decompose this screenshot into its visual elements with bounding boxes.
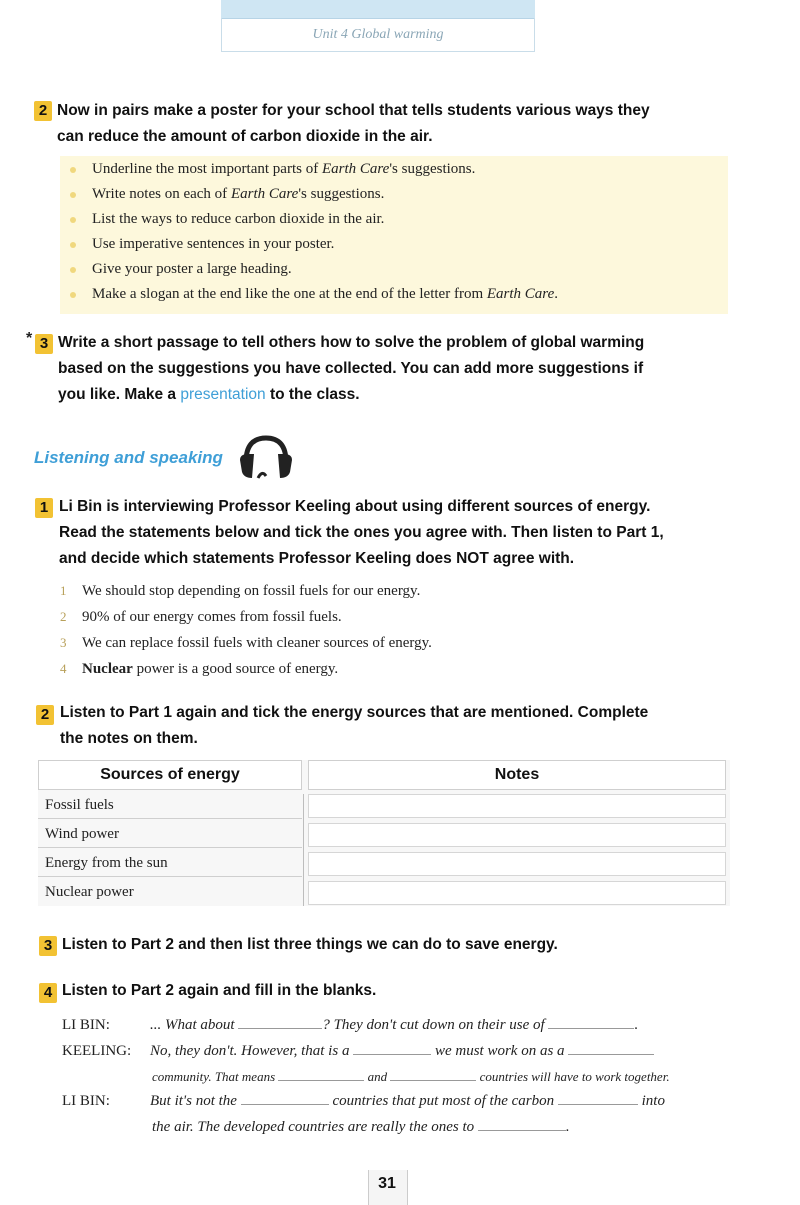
exercise-3-instruction: Write a short passage to tell others how to solve the problem of global warming based on the suggestions you have collected. You can add more suggestions if you like. Make a presentation to the class. <box>58 334 645 403</box>
listening-4-number: 4 <box>39 983 57 1003</box>
notes-field-wind[interactable] <box>308 823 726 847</box>
speaker-name: LI BIN: <box>62 1093 110 1109</box>
blank-field[interactable] <box>548 1014 634 1029</box>
statement-item: 2 90% of our energy comes from fossil fuels. <box>60 609 342 625</box>
speaker-name: KEELING: <box>62 1043 132 1059</box>
blank-field[interactable] <box>390 1066 476 1081</box>
page-number: 31 <box>378 1175 396 1192</box>
header-banner <box>221 0 535 19</box>
bullet-icon <box>70 267 76 273</box>
statement-item: 1 We should stop depending on fossil fuels for our energy. <box>60 583 421 599</box>
row-divider <box>38 818 302 819</box>
listening-3-instruction: Listen to Part 2 and then list three things we can do to save energy. <box>62 936 558 953</box>
dialog-line-3: LI BIN: But it's not the countries that put most of the carbon into <box>62 1090 752 1110</box>
header-notes: Notes <box>308 760 726 790</box>
blank-field[interactable] <box>238 1014 322 1029</box>
bullet-icon <box>70 242 76 248</box>
header-sources: Sources of energy <box>38 760 302 790</box>
energy-row-label: Fossil fuels <box>45 797 114 813</box>
listening-2-instruction: Listen to Part 1 again and tick the energy sources that are mentioned. Complete the notes on them. <box>60 704 649 747</box>
presentation-link[interactable]: presentation <box>180 386 266 403</box>
blank-field[interactable] <box>558 1090 638 1105</box>
dialog-line-3b: the air. The developed countries are really the ones to . <box>152 1116 752 1136</box>
tips-list <box>70 157 720 307</box>
row-divider <box>38 847 302 848</box>
energy-row-label: Wind power <box>45 826 119 842</box>
bullet-icon <box>70 167 76 173</box>
exercise-2-number: 2 <box>34 101 52 121</box>
notes-field-nuclear[interactable] <box>308 881 726 905</box>
dialog-line-2: KEELING: No, they don't. However, that is a we must work on as a <box>62 1040 752 1060</box>
listening-1-instruction: Li Bin is interviewing Professor Keeling about using different sources of energy. Read the statements below and tick the ones you agree with. Then listen to Part 1, and decide which statements Professor Keeling does NOT agree with. <box>59 498 664 567</box>
speaker-name: LI BIN: <box>62 1017 110 1033</box>
tip-item: Use imperative sentences in your poster. <box>70 232 720 257</box>
blank-field[interactable] <box>241 1090 329 1105</box>
bullet-icon <box>70 217 76 223</box>
dialog-line-2b: community. That means and countries will have to work together. <box>152 1066 752 1085</box>
tip-item: Make a slogan at the end like the one at the end of the letter from Earth Care. <box>70 282 720 307</box>
tip-item: Give your poster a large heading. <box>70 257 720 282</box>
tip-item: List the ways to reduce carbon dioxide in the air. <box>70 207 720 232</box>
bullet-icon <box>70 292 76 298</box>
listening-3-number: 3 <box>39 936 57 956</box>
notes-field-sun[interactable] <box>308 852 726 876</box>
notes-field-fossil[interactable] <box>308 794 726 818</box>
dialog-line-1: LI BIN: ... What about ? They don't cut down on their use of . <box>62 1014 742 1034</box>
blank-field[interactable] <box>353 1040 431 1055</box>
energy-row-label: Energy from the sun <box>45 855 168 871</box>
listening-2-number: 2 <box>36 705 54 725</box>
tip-item: Write notes on each of Earth Care's suggestions. <box>70 182 720 207</box>
blank-field[interactable] <box>478 1116 566 1131</box>
exercise-2-instruction: Now in pairs make a poster for your school that tells students various ways they can reduce the amount of carbon dioxide in the air. <box>57 102 650 145</box>
optional-star: * <box>26 330 33 347</box>
bullet-icon <box>70 192 76 198</box>
statement-item: 4 Nuclear power is a good source of energy. <box>60 661 339 677</box>
energy-row-label: Nuclear power <box>45 884 134 900</box>
headphones-icon <box>236 432 294 487</box>
listening-4-instruction: Listen to Part 2 again and fill in the blanks. <box>62 982 377 999</box>
tip-item: Underline the most important parts of Earth Care's suggestions. <box>70 157 720 182</box>
unit-title: Unit 4 Global warming <box>312 27 444 42</box>
column-divider <box>303 794 304 906</box>
exercise-3-number: 3 <box>35 334 53 354</box>
blank-field[interactable] <box>278 1066 364 1081</box>
listening-1-number: 1 <box>35 498 53 518</box>
row-divider <box>38 876 302 877</box>
section-title: Listening and speaking <box>34 448 223 467</box>
statement-item: 3 We can replace fossil fuels with cleaner sources of energy. <box>60 635 432 651</box>
blank-field[interactable] <box>568 1040 654 1055</box>
statements-list <box>60 578 740 682</box>
